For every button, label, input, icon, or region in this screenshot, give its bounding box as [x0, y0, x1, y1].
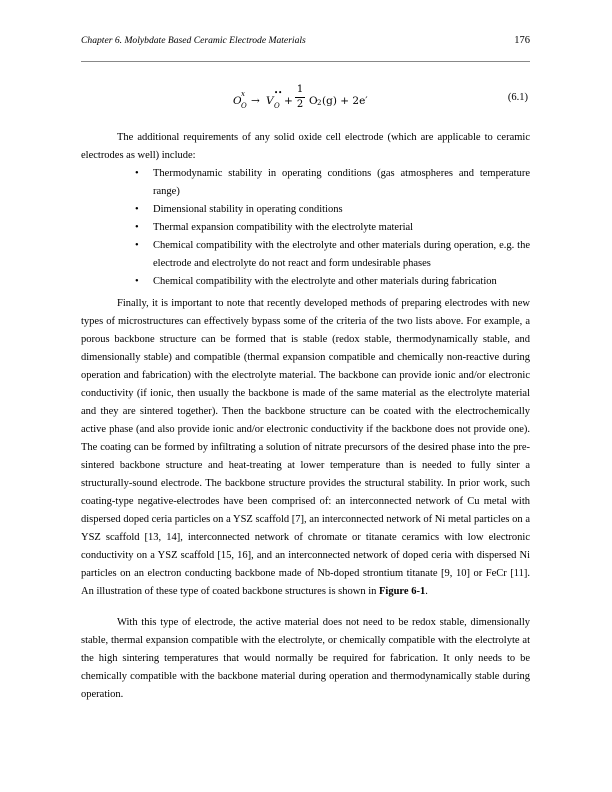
eq-o-base: O — [233, 95, 242, 107]
eq-tail: (g) + 2e′ — [322, 95, 368, 107]
eq-v-base: V — [266, 95, 274, 107]
list-item: • Thermal expansion compatibility with the electrolyte material — [81, 219, 530, 237]
equation-expression — [233, 84, 433, 118]
eq-fraction — [295, 84, 305, 111]
equation-6-1 — [81, 84, 530, 118]
list-item: • Chemical compatibility with the electrolyte and other materials during operation, e.g. the electrode and electrolyte do not react and form undesirable phases — [81, 237, 530, 273]
backbone-paragraph-end: . — [425, 586, 428, 597]
equation-number: (6.1) — [507, 92, 528, 103]
figure-reference: Figure 6-1 — [379, 586, 426, 597]
body-text — [81, 129, 530, 704]
list-item: • Thermodynamic stability in operating conditions (gas atmospheres and temperature range) — [81, 165, 530, 201]
backbone-paragraph — [81, 295, 530, 601]
eq-o-sub: O — [241, 102, 247, 110]
eq-frac-num: 1 — [296, 84, 304, 95]
page-number: 176 — [514, 35, 530, 46]
eq-v-sup: •• — [274, 89, 283, 97]
eq-v-sub: O — [274, 102, 280, 110]
eq-frac-den: 2 — [296, 99, 304, 110]
eq-frac-bar — [295, 97, 305, 98]
header-rule — [81, 61, 530, 62]
page-header — [81, 35, 530, 49]
chapter-title: Chapter 6. Molybdate Based Ceramic Electrode Materials — [81, 35, 306, 46]
eq-arrow: → — [251, 95, 260, 107]
requirements-list — [81, 165, 530, 291]
eq-o2-sub: 2 — [317, 99, 322, 107]
eq-plus: + — [284, 95, 293, 107]
backbone-paragraph-text: Finally, it is important to note that recently developed methods of preparing electrodes with new types of microstructures can effectively bypass some of the criteria of the two lists above. For example, a porous backbone structure can be formed that is stable (redox stable, thermodynamically stable, and dimensionally stable) and compatible (thermal expansion compatible and chemically non-reactive during operation and fabrication) with the electrolyte material. The backbone can provide ionic and/or electronic conductivity (if ionic, then usually the backbone is made of the same material as the electrolyte material and they are sintered together). Then the backbone structure can be coated with the electrochemically active phase (and also provide ionic and/or electronic conductivity if the backbone does not provide one). The coating can be formed by infiltrating a solution of nitrate precursors of the desired phase into the pre-sintered backbone structure and heat-treating at lower temperature than is needed to fully sinter a structurally-sound electrode. The backbone structure provides the structural stability. In prior work, such coating-type negative-electrodes have been comprised of: an interconnected network of Cu metal with dispersed doped ceria particles on a YSZ scaffold [7], an interconnected network of Ni metal particles on a YSZ scaffold [13, 14], interconnected network of chromate or titanate ceramics with low electronic conductivity on a YSZ scaffold [15, 16], and an interconnected network of doped ceria with dispersed Ni particles on an electron conducting backbone made of Nb-doped strontium titanate [9, 10] or FeCr [11]. An illustration of these type of coated backbone structures is shown in — [81, 298, 530, 597]
list-item: • Dimensional stability in operating conditions — [81, 201, 530, 219]
list-item: • Chemical compatibility with the electrolyte and other materials during fabrication — [81, 273, 530, 291]
eq-o2: O — [309, 95, 318, 107]
intro-paragraph: The additional requirements of any solid oxide cell electrode (which are applicable to ceramic electrodes as well) include: — [81, 132, 530, 161]
electrode-paragraph: With this type of electrode, the active material does not need to be redox stable, dimensionally stable, thermal expansion compatible with the electrolyte, or chemically compatible with the electrolyte at the high sintering temperatures that would normally be required for fabrication. It only needs to be chemically compatible with the backbone material during operation and thermodynamically stable during operation. — [81, 617, 530, 700]
eq-o-sup: x — [241, 90, 245, 98]
